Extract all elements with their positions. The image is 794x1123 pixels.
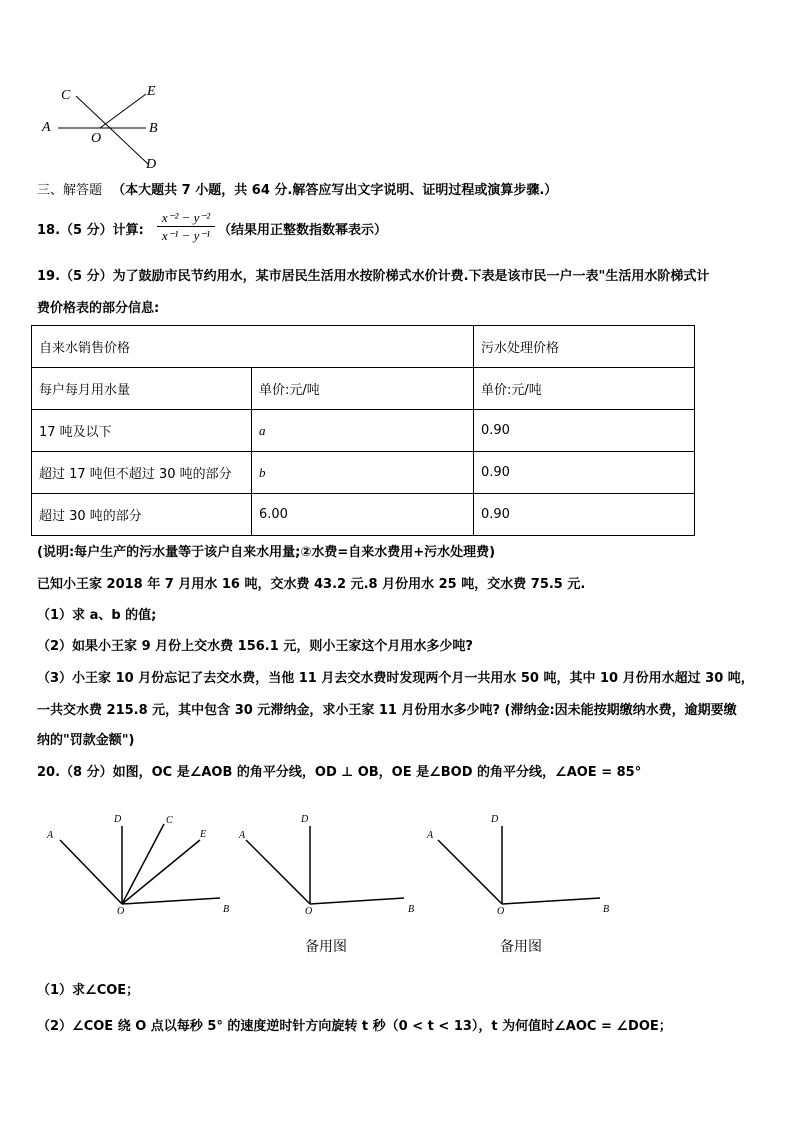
- q18-prefix: 18.（5 分）计算:: [37, 223, 144, 238]
- label-D: D: [146, 157, 157, 172]
- fig-label-D: D: [114, 814, 122, 825]
- price-table: [31, 325, 695, 536]
- table-cell: 超过 17 吨但不超过 30 吨的部分: [32, 452, 252, 494]
- table-row: [32, 368, 695, 410]
- table-cell: 0.90: [474, 452, 695, 494]
- q19-part3-line3: 纳的"罚款金额"): [37, 733, 135, 748]
- label-O: O: [91, 131, 102, 146]
- fraction-bar: [157, 226, 215, 227]
- table-cell: 超过 30 吨的部分: [32, 494, 252, 536]
- section-heading: [37, 182, 557, 200]
- fig-label-C: C: [166, 815, 173, 826]
- spare2-label-O: O: [497, 906, 505, 917]
- table-cell: 17 吨及以下: [32, 410, 252, 452]
- q20-spare-figure-2: [430, 812, 620, 922]
- q19-part3-line1: （3）小王家 10 月份忘记了去交水费，当他 11 月去交水费时发现两个月一共用水 50 吨，其中 10 月份用水超过 30 吨，: [37, 671, 754, 686]
- fig-label-O: O: [117, 906, 125, 917]
- label-C: C: [61, 88, 71, 103]
- q20-figure-main: [40, 812, 240, 922]
- q19-line2: 费价格表的部分信息:: [37, 301, 160, 316]
- spare1-label-D: D: [301, 814, 309, 825]
- label-B: B: [149, 121, 158, 136]
- q20-part2: （2）∠COE 绕 O 点以每秒 5° 的速度逆时针方向旋转 t 秒（0 < t < 13），t 为何值时∠AOC = ∠DOE；: [37, 1019, 672, 1034]
- fig-label-B: B: [223, 904, 230, 915]
- table-row: [32, 410, 695, 452]
- table-cell: 单价:元/吨: [252, 368, 474, 410]
- q19-part1: （1）求 a、b 的值;: [37, 608, 157, 623]
- spare1-label-B: B: [408, 904, 415, 915]
- q18-suffix: （结果用正整数指数幂表示）: [218, 223, 388, 238]
- spare1-label-A: A: [239, 830, 246, 841]
- section-desc: （本大题共 7 小题，共 64 分.解答应写出文字说明、证明过程或演算步骤.）: [112, 183, 558, 198]
- q19-line1: 19.（5 分）为了鼓励市民节约用水，某市居民生活用水按阶梯式水价计费.下表是该市民一户一表"生活用水阶梯式计: [37, 269, 710, 284]
- q19-part3-line2: 一共交水费 215.8 元，其中包含 30 元滞纳金，求小王家 11 月份用水多少吨? (滞纳金:因未能按期缴纳水费，逾期要缴: [37, 703, 737, 718]
- spare-caption-2: 备用图: [500, 939, 542, 955]
- table-header-right: 污水处理价格: [474, 326, 695, 368]
- q19-part2: （2）如果小王家 9 月份上交水费 156.1 元，则小王家这个月用水多少吨?: [37, 639, 473, 654]
- table-header-left: 自来水销售价格: [32, 326, 474, 368]
- q18-numerator: x⁻² − y⁻²: [161, 210, 211, 225]
- q19-note: (说明:每户生产的污水量等于该户自来水用量;②水费=自来水费用+污水处理费): [37, 545, 496, 560]
- table-cell: 0.90: [474, 494, 695, 536]
- table-row: [32, 452, 695, 494]
- fig-label-A: A: [47, 830, 54, 841]
- table-row: [32, 326, 695, 368]
- table-cell: 0.90: [474, 410, 695, 452]
- q20-spare-figure-1: [236, 812, 426, 922]
- spare-caption-1: 备用图: [305, 939, 347, 955]
- table-cell: 6.00: [252, 494, 474, 536]
- q20-stem: 20.（8 分）如图，OC 是∠AOB 的角平分线，OD ⊥ OB，OE 是∠BOD 的角平分线，∠AOE = 85°: [37, 765, 642, 780]
- label-A: A: [42, 120, 51, 135]
- spare1-label-O: O: [305, 906, 313, 917]
- fig-label-E: E: [200, 829, 207, 840]
- spare2-label-B: B: [603, 904, 610, 915]
- spare2-label-A: A: [427, 830, 434, 841]
- section-title: 三、解答题: [37, 183, 103, 198]
- q18-denominator: x⁻¹ − y⁻¹: [161, 228, 211, 243]
- q18-fraction: [157, 210, 215, 243]
- q20-part1: （1）求∠COE；: [37, 983, 140, 998]
- spare2-label-D: D: [491, 814, 499, 825]
- label-E: E: [147, 84, 156, 99]
- q19-given: 已知小王家 2018 年 7 月用水 16 吨，交水费 43.2 元.8 月份用水 25 吨，交水费 75.5 元.: [37, 577, 586, 592]
- table-cell: 每户每月用水量: [32, 368, 252, 410]
- table-row: [32, 494, 695, 536]
- table-cell: b: [252, 452, 474, 494]
- table-cell: 单价:元/吨: [474, 368, 695, 410]
- table-cell: a: [252, 410, 474, 452]
